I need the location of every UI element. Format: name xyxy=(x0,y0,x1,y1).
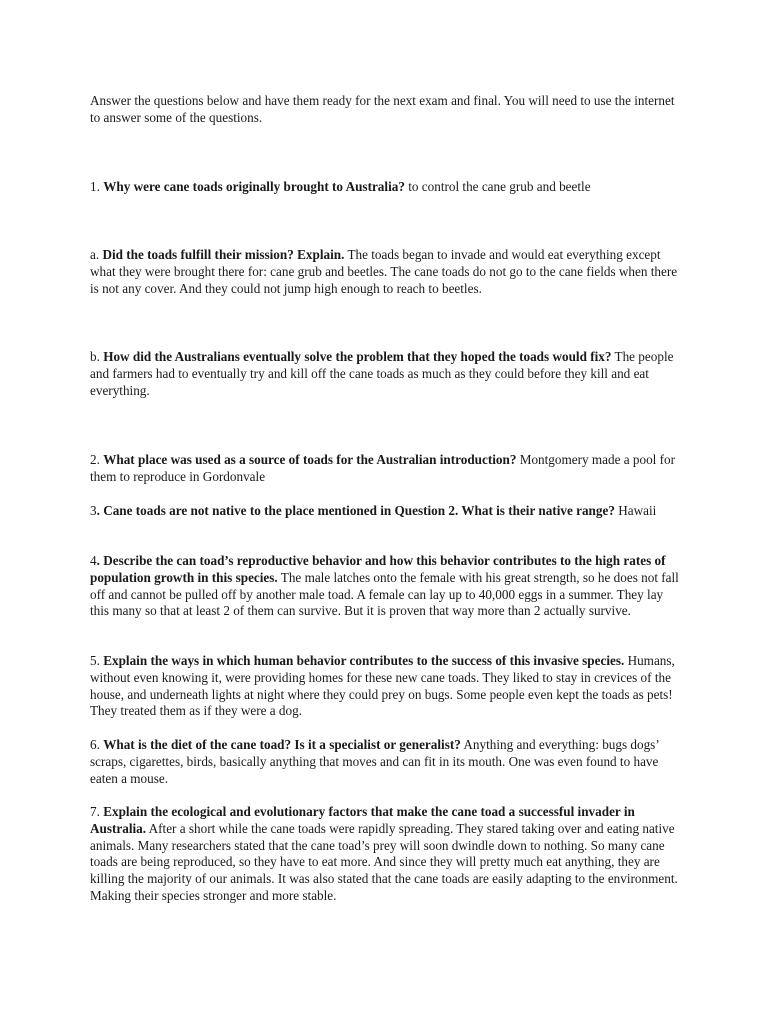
question-text: What place was used as a source of toads for the Australian introduction? xyxy=(103,452,517,467)
answer-text: to control the cane grub and beetle xyxy=(404,179,591,194)
question-text: Why were cane toads originally brought to Australia? xyxy=(103,179,405,194)
question-text: . Cane toads are not native to the place mentioned in Question 2. What is their native range? xyxy=(96,503,615,518)
answer-text: After a short while the cane toads were rapidly spreading. They stared taking over and eating native animals. Many researchers stated that the cane toad’s prey will soon dwindle down to nothing. So many cane toads are being reproduced, so they have to eat more. And since they will pretty much eat anything, they are killing the majority of our animals. It was also stated that the cane toads are easily adapting to the environment. Making their species stronger and more stable. xyxy=(90,820,678,903)
answer-text: The toads began to invade and would eat everything except what they were brought there for: cane grub and beetles. The cane toads do not go to the cane fields when there is not any cover. And they could not jump high enough to reach to beetles. xyxy=(90,247,678,296)
question-5 xyxy=(90,653,680,720)
question-1a xyxy=(90,247,680,297)
answer-text: Hawaii xyxy=(614,503,657,518)
question-number: 6. xyxy=(90,737,104,752)
question-6 xyxy=(90,737,680,787)
intro-paragraph: Answer the questions below and have them ready for the next exam and final. You will need to use the internet to answer some of the questions. xyxy=(90,93,675,125)
question-2 xyxy=(90,452,680,486)
answer-text: The male latches onto the female with his great strength, so he does not fall off and cannot be pulled off by another male toad. A female can lay up to 40,000 eggs in a summer. They lay this many so that at least 2 of them can survive. But it is proven that way more than 2 actually survive. xyxy=(90,569,679,619)
question-number: 3 xyxy=(90,503,97,518)
question-number: 4 xyxy=(90,553,97,568)
question-text: Explain the ways in which human behavior contributes to the success of this invasive species. xyxy=(103,653,625,668)
question-text: How did the Australians eventually solve the problem that they hoped the toads would fix? xyxy=(103,349,612,364)
question-text: . Describe the can toad’s reproductive behavior and how this behavior contributes to the high rates of population growth in this species. xyxy=(90,553,666,585)
question-7 xyxy=(90,804,680,905)
question-text: Did the toads fulfill their mission? Explain. xyxy=(102,247,345,262)
question-number: 5. xyxy=(90,653,104,668)
question-text: Explain the ecological and evolutionary factors that make the cane toad a successful invader in Australia. xyxy=(90,804,635,836)
question-3 xyxy=(90,503,680,520)
question-number: 1. xyxy=(90,179,104,194)
question-1 xyxy=(90,179,680,196)
answer-text: Anything and everything: bugs dogs’ scraps, cigarettes, birds, basically anything that moves and can fit in its mouth. One was even found to have eaten a mouse. xyxy=(90,737,659,786)
question-number: 2. xyxy=(90,452,104,467)
question-4 xyxy=(90,553,680,620)
question-number: 7. xyxy=(90,804,104,819)
question-1b xyxy=(90,349,680,399)
question-number: b. xyxy=(90,349,104,364)
question-text: What is the diet of the cane toad? Is it a specialist or generalist? xyxy=(103,737,461,752)
question-number: a. xyxy=(90,247,103,262)
answer-text: Montgomery made a pool for them to reproduce in Gordonvale xyxy=(90,452,676,484)
answer-text: Humans, without even knowing it, were providing homes for these new cane toads. They liked to stay in crevices of the house, and underneath lights at night where they could prey on bugs. Some people even kept the toads as pets! They treated them as if they were a dog. xyxy=(90,653,675,719)
answer-text: The people and farmers had to eventually try and kill off the cane toads as much as they could before they kill and eat everything. xyxy=(90,349,674,398)
